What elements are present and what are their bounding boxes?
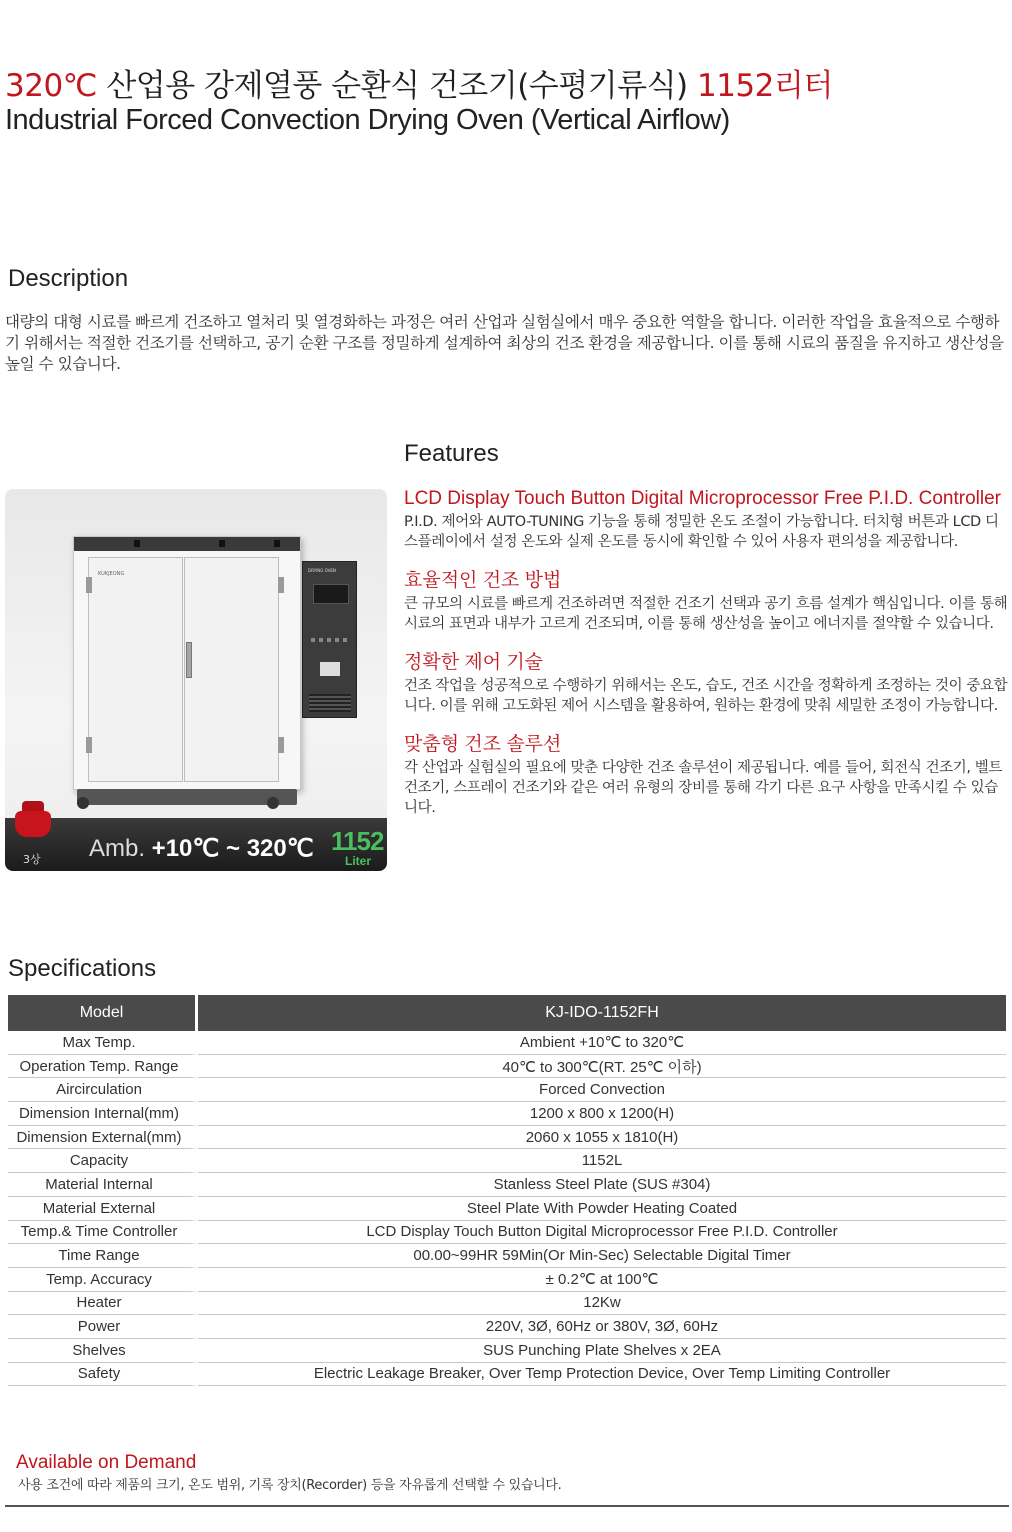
spec-value: Stanless Steel Plate (SUS #304) <box>198 1173 1006 1197</box>
spec-value: Steel Plate With Powder Heating Coated <box>198 1197 1006 1221</box>
table-row <box>8 1055 1006 1079</box>
wheel-icon <box>267 797 279 809</box>
available-heading: Available on Demand <box>16 1452 197 1473</box>
available-text: 사용 조건에 따라 제품의 크기, 온도 범위, 기록 장치(Recorder) 등을 자유롭게 선택할 수 있습니다. <box>18 1478 562 1493</box>
lcd-display-icon <box>313 584 349 604</box>
vent-icon <box>219 540 225 547</box>
spec-label: Power <box>8 1315 198 1339</box>
spec-value: 40℃ to 300℃(RT. 25℃ 이하) <box>198 1055 1006 1079</box>
feature-item <box>404 488 1010 552</box>
bottom-divider <box>5 1505 1009 1507</box>
specifications-heading: Specifications <box>8 955 157 982</box>
control-panel <box>302 561 357 718</box>
title-temp: 320℃ <box>5 68 97 104</box>
spec-value: 1200 x 800 x 1200(H) <box>198 1102 1006 1126</box>
control-buttons-icon <box>311 638 351 642</box>
feature-title: 맞춤형 건조 솔루션 <box>404 734 562 755</box>
table-row <box>8 1292 1006 1316</box>
table-row <box>8 1078 1006 1102</box>
feature-item <box>404 652 1010 716</box>
table-row <box>8 1244 1006 1268</box>
hinge-icon <box>86 577 92 593</box>
spec-label: Temp. Accuracy <box>8 1268 198 1292</box>
table-row <box>8 1149 1006 1173</box>
spec-value: Ambient +10℃ to 320℃ <box>198 1031 1006 1055</box>
feature-title: LCD Display Touch Button Digital Microprocessor Free P.I.D. Controller <box>404 488 1001 509</box>
door-handle-icon <box>186 642 192 678</box>
table-row <box>8 1363 1006 1387</box>
power-switch-icon <box>320 662 340 676</box>
spec-label: Heater <box>8 1292 198 1316</box>
spec-value: 00.00~99HR 59Min(Or Min-Sec) Selectable Digital Timer <box>198 1244 1006 1268</box>
vent-icon <box>134 540 140 547</box>
spec-label: Temp.& Time Controller <box>8 1221 198 1245</box>
oven-illustration <box>73 536 301 790</box>
feature-item <box>404 570 1010 634</box>
column-header-model: Model <box>8 995 198 1031</box>
table-row <box>8 1315 1006 1339</box>
table-row <box>8 1126 1006 1150</box>
feature-body: 건조 작업을 성공적으로 수행하기 위해서는 온도, 습도, 건조 시간을 정확하게 조정하는 것이 중요합니다. 이를 위해 고도화된 제어 시스템을 활용하여, 원하는 환경에 맞춰 세밀한 조정이 가능합니다. <box>404 678 1008 714</box>
description-heading: Description <box>8 265 129 292</box>
control-panel-label: DRYING OVEN <box>308 568 336 573</box>
spec-label: Safety <box>8 1363 198 1387</box>
title-main: 산업용 강제열풍 순환식 건조기(수평기류식) <box>96 68 697 104</box>
product-image <box>5 489 387 871</box>
spec-value: SUS Punching Plate Shelves x 2EA <box>198 1339 1006 1363</box>
table-row <box>8 1268 1006 1292</box>
feature-body: 큰 규모의 시료를 빠르게 건조하려면 적절한 건조기 선택과 공기 흐름 설계가 핵심입니다. 이를 통해 시료의 표면과 내부가 고르게 건조되며, 이를 통해 생산성을 높이고 에너지를 절약할 수 있습니다. <box>404 596 1008 632</box>
feature-body: P.I.D. 제어와 AUTO-TUNING 기능을 통해 정밀한 온도 조절이 가능합니다. 터치형 버튼과 LCD 디스플레이에서 설정 온도와 실제 온도를 동시에 확인할 수 있어 사용자 편의성을 제공합니다. <box>404 514 999 550</box>
spec-label: Shelves <box>8 1339 198 1363</box>
spec-value: Forced Convection <box>198 1078 1006 1102</box>
spec-value: LCD Display Touch Button Digital Microprocessor Free P.I.D. Controller <box>198 1221 1006 1245</box>
feature-title: 정확한 제어 기술 <box>404 652 544 673</box>
table-row <box>8 1173 1006 1197</box>
specifications-table <box>8 995 1006 1386</box>
temperature-range: Amb. +10℃ ~ 320℃ <box>89 835 314 862</box>
page-title <box>5 60 833 105</box>
spec-label: Dimension Internal(mm) <box>8 1102 198 1126</box>
spec-value: 220V, 3Ø, 60Hz or 380V, 3Ø, 60Hz <box>198 1315 1006 1339</box>
table-row <box>8 1339 1006 1363</box>
wheel-icon <box>77 797 89 809</box>
features-heading: Features <box>404 440 499 467</box>
spec-label: Time Range <box>8 1244 198 1268</box>
spec-value: 2060 x 1055 x 1810(H) <box>198 1126 1006 1150</box>
hinge-icon <box>278 577 284 593</box>
plug-label: 3상 <box>23 853 41 866</box>
spec-label: Operation Temp. Range <box>8 1055 198 1079</box>
page-subtitle: Industrial Forced Convection Drying Oven (Vertical Airflow) <box>5 104 730 136</box>
oven-top-vent-bar <box>74 537 300 551</box>
spec-label: Max Temp. <box>8 1031 198 1055</box>
spec-label: Aircirculation <box>8 1078 198 1102</box>
spec-label: Dimension External(mm) <box>8 1126 198 1150</box>
features-list <box>404 488 1010 836</box>
three-phase-plug-icon <box>15 801 51 847</box>
brand-logo: KUKJEONG <box>98 571 125 577</box>
title-capacity: 1152리터 <box>696 68 833 104</box>
hinge-icon <box>278 737 284 753</box>
capacity-unit: Liter <box>345 854 372 868</box>
feature-title: 효율적인 건조 방법 <box>404 570 562 591</box>
table-row <box>8 1221 1006 1245</box>
description-text: 대량의 대형 시료를 빠르게 건조하고 열처리 및 열경화하는 과정은 여러 산업과 실험실에서 매우 중요한 역할을 합니다. 이러한 작업을 효율적으로 수행하기 위해서는 적절한 건조기를 선택하고, 공기 순환 구조를 정밀하게 설계하여 최상의 건조 환경을 제공합니다. 이를 통해 시료의 품질을 유지하고 생산성을 높일 수 있습니다. <box>5 313 1004 373</box>
spec-value: 12Kw <box>198 1292 1006 1316</box>
feature-item <box>404 734 1010 818</box>
specifications-body <box>8 1031 1006 1386</box>
table-row <box>8 1102 1006 1126</box>
table-row <box>8 1197 1006 1221</box>
capacity-value: 1152 <box>331 826 384 856</box>
oven-door-left <box>88 557 183 782</box>
table-row <box>8 1031 1006 1055</box>
spec-label: Material Internal <box>8 1173 198 1197</box>
spec-value: ± 0.2℃ at 100℃ <box>198 1268 1006 1292</box>
column-header-model-name: KJ-IDO-1152FH <box>198 995 1006 1031</box>
vent-icon <box>274 540 280 547</box>
oven-base <box>77 789 297 805</box>
spec-value: 1152L <box>198 1149 1006 1173</box>
panel-vent-icon <box>309 694 351 712</box>
table-header-row <box>8 995 1006 1031</box>
spec-label: Material External <box>8 1197 198 1221</box>
spec-value: Electric Leakage Breaker, Over Temp Protection Device, Over Temp Limiting Controller <box>198 1363 1006 1387</box>
feature-body: 각 산업과 실험실의 필요에 맞춘 다양한 건조 솔루션이 제공됩니다. 예를 들어, 회전식 건조기, 벨트 건조기, 스프레이 건조기와 같은 여러 유형의 장비를 통해 각기 다른 요구 사항을 만족시킬 수 있습니다. <box>404 760 1003 816</box>
oven-door-right <box>184 557 279 782</box>
hinge-icon <box>86 737 92 753</box>
spec-label: Capacity <box>8 1149 198 1173</box>
